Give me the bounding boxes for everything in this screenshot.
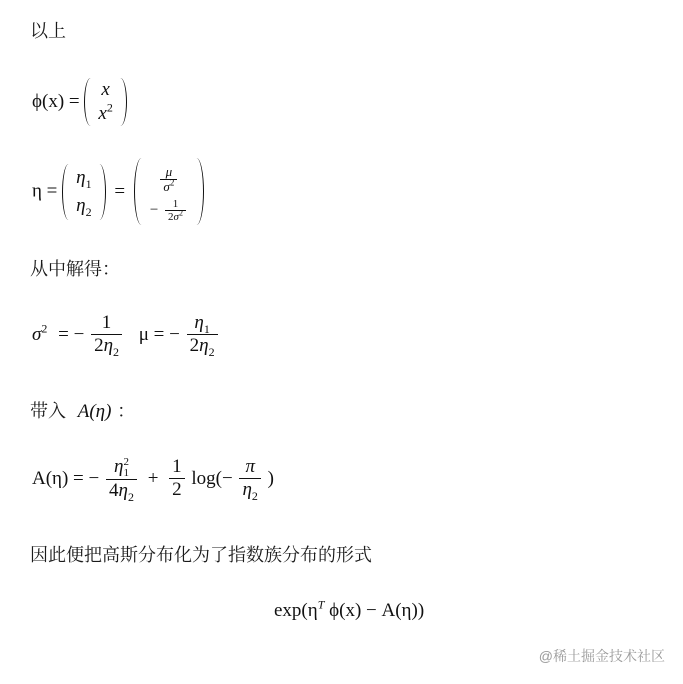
neg-inv-two-eta2: $\frac{1}{2\eta_2}$: [91, 312, 122, 357]
eta-definition-equation: [32, 158, 204, 225]
mu-lhs: μ = −: [138, 323, 180, 345]
mu-over-sigma-sq: $\frac{\mu}{\sigma^2}$: [160, 165, 177, 194]
neg-inv-two-sigma-sq: − $\frac{1}{2\sigma^2}$: [150, 198, 188, 223]
neg-eta1-over-two-eta2: $\frac{\eta_1}{2\eta_2}$: [187, 312, 218, 357]
phi-definition-equation: [32, 78, 127, 126]
pi-over-eta2: $\frac{\pi}{\eta_2}$: [239, 456, 260, 501]
phi-vector-top: x: [101, 79, 110, 100]
eta-lhs: η =: [32, 180, 58, 202]
watermark: @稀土掘金技术社区: [538, 648, 665, 664]
substitute-text: 带入 A(η) ：: [30, 401, 136, 422]
eta-vector-bottom: $\eta_2$: [76, 194, 92, 219]
intro-text: 以上: [30, 21, 66, 42]
exponential-family-form: $\exp(\eta^T$ ϕ(x) − A(η)): [274, 597, 425, 621]
phi-lhs: ϕ(x) =: [32, 91, 80, 112]
eta-equals: =: [114, 180, 126, 202]
conclusion-text: 因此便把高斯分布化为了指数族分布的形式: [30, 545, 372, 566]
log-partition-equation: A(η) = − η 2 1 $4\eta_2$ + $\frac{1}{2}$ log(− $\frac{\pi}{\eta_2}$ ): [32, 455, 274, 504]
eta-vector-top: $\eta_1$: [76, 166, 92, 191]
eta-param-vector: [134, 158, 204, 225]
phi-vector-bottom: $x^2$: [98, 100, 113, 124]
sigma-sq-lhs: $\sigma^2$: [32, 321, 48, 345]
one-half: $\frac{1}{2}$: [169, 456, 185, 501]
eta-vector: [62, 164, 105, 220]
phi-vector: [84, 78, 126, 126]
eta1-sq-over-four-eta2: η 2 1 $4\eta_2$: [106, 456, 137, 502]
solution-equations: $\sigma^2$ = − $\frac{1}{2\eta_2}$ μ = − $\frac{\eta_1}{2\eta_2}$: [32, 312, 220, 357]
solve-text: 从中解得：: [30, 259, 120, 280]
